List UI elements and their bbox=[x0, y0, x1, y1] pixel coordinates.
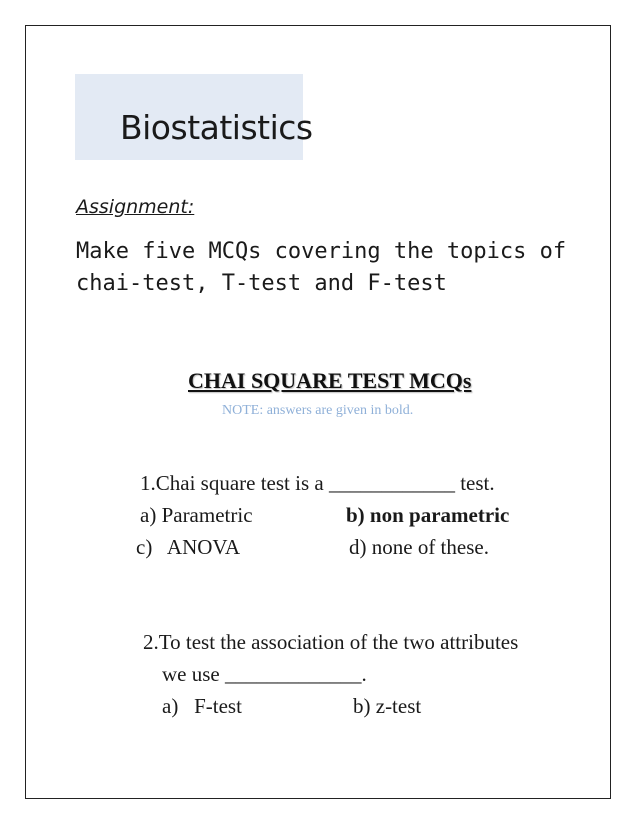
question-1-option-d: d) none of these. bbox=[349, 535, 489, 559]
question-1-text bbox=[140, 471, 495, 496]
question-2-text bbox=[143, 630, 518, 655]
question-1-option-c: c) ANOVA bbox=[136, 535, 241, 559]
question-2-line-2: we use _____________. bbox=[162, 662, 367, 686]
question-1-number: 1. bbox=[140, 471, 156, 495]
question-1-line-1: Chai square test is a ____________ test. bbox=[155, 471, 495, 495]
section-heading: CHAI SQUARE TEST MCQs bbox=[188, 368, 472, 393]
question-1-option-b: b) non parametric bbox=[346, 503, 510, 527]
question-2-line-1: To test the association of the two attributes bbox=[158, 630, 519, 654]
assignment-text bbox=[76, 236, 576, 300]
question-1-option-a: a) Parametric bbox=[140, 503, 253, 527]
question-2-option-a: a) F-test bbox=[162, 694, 242, 718]
assignment-line-1: Make five MCQs covering the topics of bbox=[76, 239, 567, 264]
answers-note: NOTE: answers are given in bold. bbox=[222, 403, 414, 418]
assignment-label: Assignment: bbox=[76, 196, 195, 218]
assignment-line-2: chai-test, T-test and F-test bbox=[76, 271, 447, 296]
question-2-option-b: b) z-test bbox=[353, 694, 422, 718]
question-2-number: 2. bbox=[143, 630, 159, 654]
page-title: Biostatistics bbox=[120, 108, 313, 147]
